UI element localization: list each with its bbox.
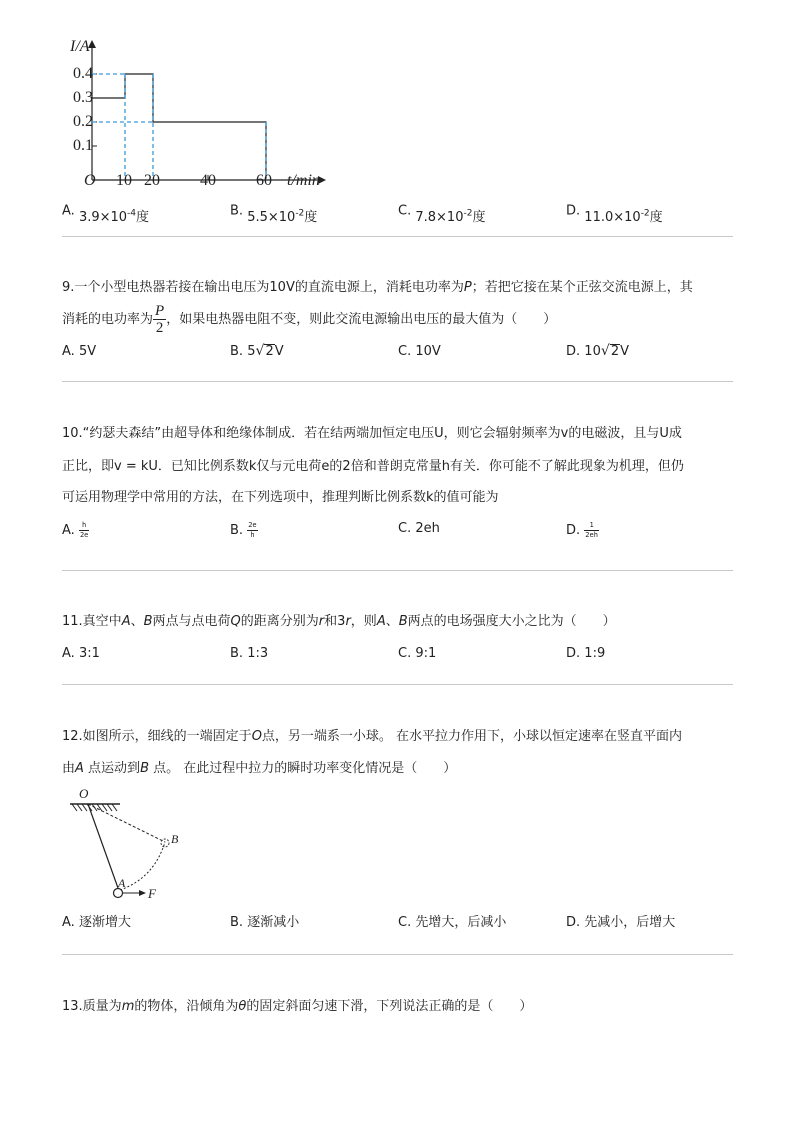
q8-option-c[interactable] [398,199,486,226]
frac-denominator: h [250,531,255,539]
divider [62,236,733,237]
graph-origin-label: O [84,172,96,189]
option-letter: D. [566,203,581,219]
option-value: 5.5×10 [247,210,296,226]
option-unit: 度 [472,210,486,226]
option-value: 3:1 [78,646,100,661]
q12-option-d[interactable] [566,915,675,931]
option-letter: C. [398,521,412,536]
var-m: m [121,999,135,1014]
option-letter: B. [230,344,244,359]
divider [62,570,733,571]
var-b: B [143,614,153,629]
q12-text: 点运动到 [83,761,141,776]
q11-option-c[interactable] [398,646,436,662]
option-coefficient: 10 [584,344,601,359]
option-unit: 度 [649,210,663,226]
q10-stem-line-2: 正比，即v = kU．已知比例系数k仅与元电荷e的2倍和普朗克常量h有关．你可能不了解此现象为机理，但仍 [62,459,684,474]
option-exponent: -4 [127,209,137,219]
option-letter: B. [230,523,244,538]
pendulum-diagram [64,790,194,908]
q10-option-a[interactable] [62,521,89,540]
graph-x-tick-20: 20 [144,172,160,189]
option-value: 逐渐增大 [78,915,131,930]
q10-option-c[interactable] [398,521,440,537]
graph-x-tick-60: 60 [256,172,272,189]
graph-y-tick-0.2: 0.2 [73,113,93,130]
option-value: 11.0×10 [584,210,641,226]
diagram-label-f: F [148,886,156,901]
option-letter: A. [62,646,75,661]
var-theta: θ [238,999,247,1014]
q12-text: 点，另一端系一小球。 在水平拉力作用下，小球以恒定速率在竖直平面内 [261,729,683,744]
q11-option-b[interactable] [230,646,268,662]
q11-text: 和3 [324,614,346,629]
frac-denominator: 2e [79,531,89,539]
q9-stem-line-2 [62,303,556,337]
q12-stem-line-2 [62,761,456,777]
q9-stem-line-1 [62,280,693,296]
option-letter: D. [566,344,581,359]
option-value: 10V [415,344,441,359]
frac-numerator: 1 [584,521,599,531]
frac-denominator: 2eh [585,531,598,539]
option-value: 2eh [415,521,440,536]
option-letter: A. [62,523,75,538]
q11-option-a[interactable] [62,646,100,662]
frac-numerator: 2e [248,521,257,529]
var-a: A [376,614,386,629]
diagram-label-a: A [118,876,126,890]
q9-text: ；若把它接在某个正弦交流电源上，其 [471,280,693,295]
option-exponent: -2 [640,209,650,219]
option-coefficient: 5 [247,344,256,359]
var-a: A [121,614,131,629]
q13-text: 的固定斜面匀速下滑，下列说法正确的是（ ） [246,999,533,1014]
q8-option-b[interactable] [230,199,318,226]
option-value: 逐渐减小 [247,915,300,930]
option-letter: C. [398,646,412,661]
option-letter: B. [230,915,244,930]
q9-text: ，如果电热器电阻不变，则此交流电源输出电压的最大值为（ ） [166,312,557,327]
option-unit: V [274,344,284,359]
option-exponent: -2 [295,209,305,219]
q10-stem-line-1: 10.“约瑟夫森结”由超导体和绝缘体制成．若在结两端加恒定电压U，则它会辐射频率为v的电磁波，且与U成 [62,426,682,441]
option-fraction [247,521,257,540]
q13-text: 的物体，沿倾角为 [134,999,239,1014]
diagram-label-b: B [171,832,179,846]
graph-y-tick-0.3: 0.3 [73,89,93,106]
q9-text: 9.一个小型电热器若接在输出电压为10V的直流电源上，消耗电功率为 [62,280,464,295]
q12-text: 12.如图所示，细线的一端固定于 [62,729,252,744]
graph-y-axis-label: I/A [70,38,90,55]
q12-option-a[interactable] [62,915,131,931]
q8-option-a[interactable] [62,199,150,226]
q12-option-b[interactable] [230,915,299,931]
q9-option-d[interactable] [566,344,629,360]
diagram-label-o: O [79,786,89,801]
option-exponent: -2 [463,209,473,219]
fraction-p-over-2 [153,303,166,336]
q13-stem [62,999,532,1015]
q11-text: 两点的电场强度大小之比为（ ） [407,614,616,629]
graph-x-axis-label: t/min [287,172,320,189]
q11-stem [62,614,616,630]
option-value: 5V [78,344,97,359]
frac-denominator: 2 [155,320,164,336]
q11-text: 11.真空中 [62,614,122,629]
q12-text: 点。 在此过程中拉力的瞬时功率变化情况是（ ） [148,761,457,776]
q9-option-a[interactable] [62,344,96,360]
option-unit: 度 [136,210,150,226]
option-value: 1:9 [584,646,606,661]
option-letter: A. [62,344,75,359]
frac-numerator: h [79,521,89,531]
var-r: r [345,614,351,629]
sqrt-symbol: √ 2 [255,343,274,359]
var-b: B [398,614,408,629]
option-value: 7.8×10 [415,210,464,226]
option-unit: V [620,344,630,359]
option-fraction [584,521,599,540]
option-letter: D. [566,646,581,661]
frac-numerator: P [155,303,165,319]
option-letter: B. [230,646,244,661]
q11-text: 两点与点电荷 [152,614,231,629]
q12-option-c[interactable] [398,915,506,931]
q13-text: 13.质量为 [62,999,122,1014]
option-value: 先减小，后增大 [584,915,676,930]
option-letter: C. [398,915,412,930]
var-b: B [140,761,149,776]
q9-option-c[interactable] [398,344,441,360]
q10-stem-line-3: 可运用物理学中常用的方法，在下列选项中，推理判断比例系数k的值可能为 [62,490,499,505]
q9-text: 消耗的电功率为 [62,312,154,327]
divider [62,684,733,685]
graph-y-tick-0.4: 0.4 [73,65,93,82]
q11-text: 、 [130,614,144,629]
var-r: r [318,614,325,629]
q8-option-d[interactable] [566,199,663,226]
q11-option-d[interactable] [566,646,605,662]
var-a: A [75,761,84,776]
graph-x-tick-10: 10 [116,172,132,189]
option-value: 1:3 [247,646,269,661]
graph-y-tick-0.1: 0.1 [73,137,93,154]
radicand: 2 [610,344,620,359]
graph-x-tick-40: 40 [200,172,216,189]
option-value: 先增大，后减小 [415,915,507,930]
option-letter: C. [398,344,412,359]
q11-text: ，则 [350,614,377,629]
option-letter: A. [62,915,75,930]
sqrt-symbol: √ 2 [600,343,620,359]
radicand: 2 [265,344,274,359]
option-value: 3.9×10 [78,210,128,226]
divider [62,381,733,382]
option-letter: D. [566,523,581,538]
option-value: 9:1 [415,646,437,661]
q10-option-b[interactable] [230,521,258,540]
q12-stem-line-1 [62,729,682,745]
var-o: O [251,729,262,744]
option-letter: A. [62,203,75,219]
option-letter: D. [566,915,581,930]
current-time-graph [62,34,342,194]
divider [62,954,733,955]
option-unit: 度 [304,210,318,226]
var-p: P [463,280,472,295]
option-fraction [79,521,89,540]
q12-text: 由 [62,761,76,776]
q9-option-b[interactable] [230,344,284,360]
option-letter: B. [230,203,244,219]
var-q: Q [230,614,241,629]
q10-option-d[interactable] [566,521,599,540]
option-letter: C. [398,203,412,219]
q11-text: 的距离分别为 [240,614,319,629]
q11-text: 、 [385,614,399,629]
